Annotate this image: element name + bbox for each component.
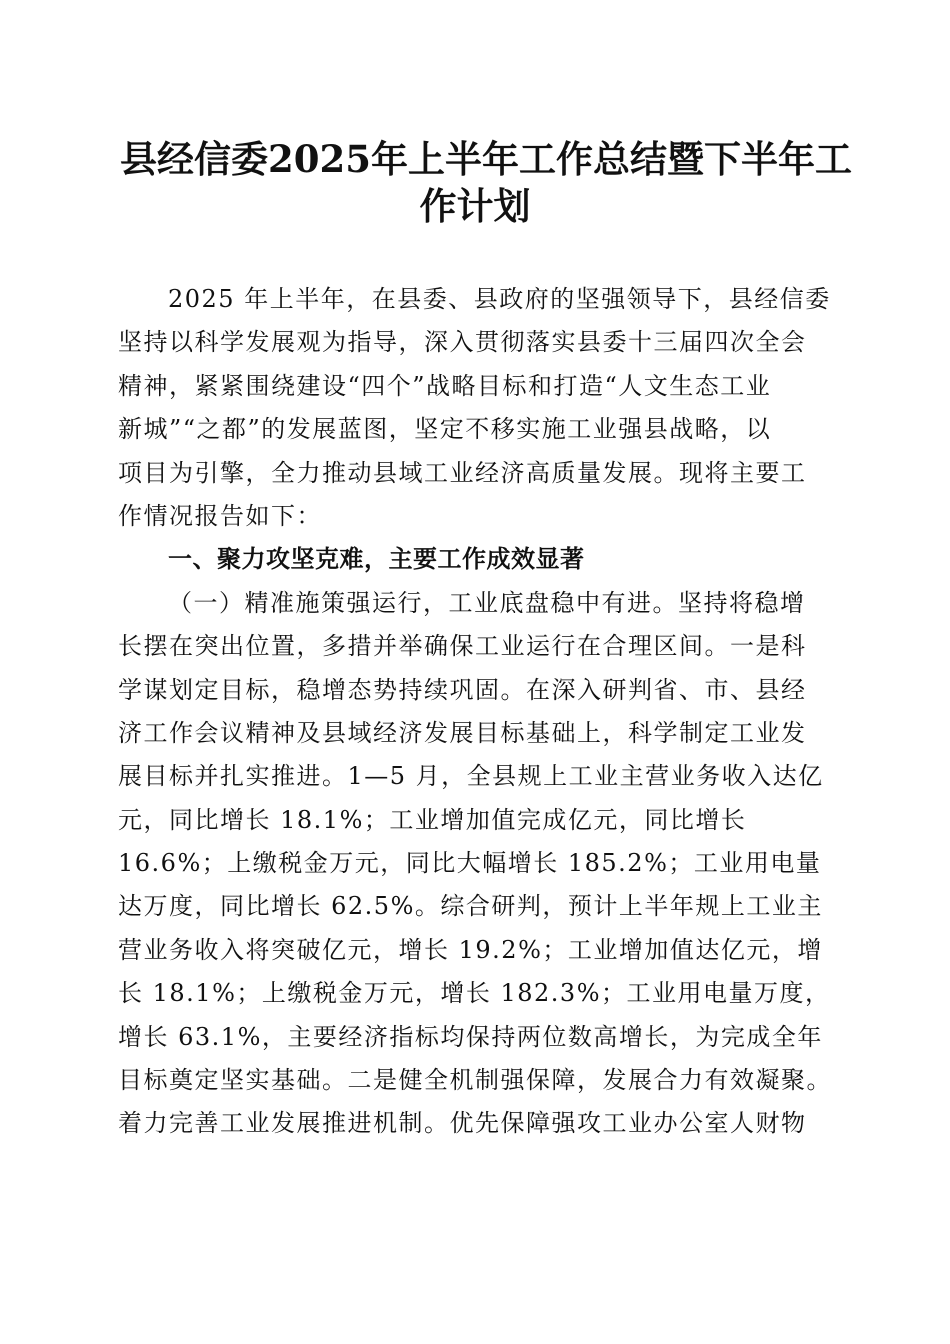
body-line: 长摆在突出位置，多措并举确保工业运行在合理区间。一是科 [118,632,807,661]
title-line-1: 县经信委2025年上半年工作总结暨下半年工 [120,137,852,181]
body-line: 展目标并扎实推进。1—5 月，全县规上工业主营业务收入达亿 [118,762,824,791]
body-line: 学谋划定目标，稳增态势持续巩固。在深入研判省、市、县经 [118,675,807,704]
body-line: 目标奠定坚实基础。二是健全机制强保障，发展合力有效凝聚。 [118,1066,832,1095]
body-line: 达万度，同比增长 62.5%。综合研判，预计上半年规上工业主 [118,892,823,921]
body-line: 新城”“之都”的发展蓝图，坚定不移实施工业强县战略，以 [118,415,772,444]
body-line: （一）精准施策强运行，工业底盘稳中有进。坚持将稳增 [168,588,806,617]
body-line: 16.6%；上缴税金万元，同比大幅增长 185.2%；工业用电量 [118,849,822,878]
body-line: 长 18.1%；上缴税金万元，增长 182.3%；工业用电量万度， [118,979,831,1008]
section-heading: 一、聚力攻坚克难，主要工作成效显著 [168,545,585,574]
body-line: 项目为引擎，全力推动县域工业经济高质量发展。现将主要工 [118,458,807,487]
body-line: 精神，紧紧围绕建设“四个”战略目标和打造“人文生态工业 [118,371,772,400]
body-line: 着力完善工业发展推进机制。优先保障强攻工业办公室人财物 [118,1109,807,1138]
title-line-2: 作计划 [419,184,531,228]
body-line: 作情况报告如下： [118,501,322,530]
body-line: 营业务收入将突破亿元，增长 19.2%；工业增加值达亿元，增 [118,935,823,964]
body-line: 坚持以科学发展观为指导，深入贯彻落实县委十三届四次全会 [118,328,807,357]
body-line: 济工作会议精神及县域经济发展目标基础上，科学制定工业发 [118,718,807,747]
document-title [120,136,852,230]
body-line: 2025 年上半年，在县委、县政府的坚强领导下，县经信委 [168,285,831,313]
body-line: 元，同比增长 18.1%；工业增加值完成亿元，同比增长 [118,805,747,834]
body-line: 增长 63.1%，主要经济指标均保持两位数高增长，为完成全年 [118,1022,823,1051]
document-body [118,278,834,1146]
